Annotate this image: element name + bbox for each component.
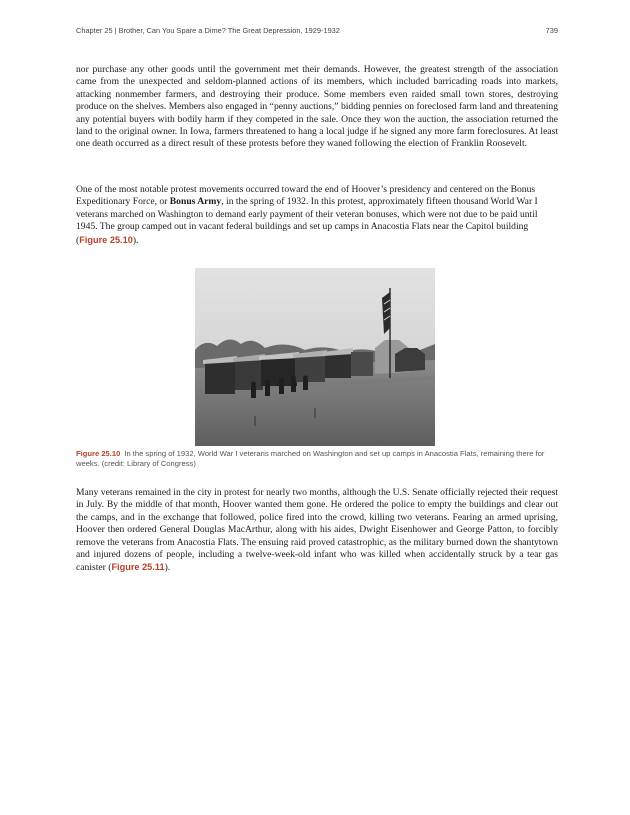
- camp-photo-illustration: [195, 268, 435, 446]
- paragraph-text: ).: [132, 234, 139, 246]
- figure-caption: [76, 449, 558, 469]
- figure-25-10-link[interactable]: Figure 25.10: [79, 234, 133, 245]
- paragraph-raid: [76, 487, 558, 575]
- running-header: [76, 26, 558, 35]
- caption-text: In the spring of 1932, World War I veterans marched on Washington and set up camps in Anacostia Flats, remaining there for weeks. (credit: Library of Congress): [76, 449, 545, 468]
- paragraph-text: , in the spring of 1932. In this protest, approximately fifteen thousand World War I veterans marched on Washington to demand early payment of their veteran bonuses, which were not due to be paid until 1945. The group camped out in vacant federal buildings and set up camps in Anacostia Flats near the Capitol building (: [76, 196, 538, 246]
- figure-25-11-link[interactable]: Figure 25.11: [111, 562, 165, 573]
- paragraph-bonus-army: [76, 184, 558, 247]
- figure-photo-bonus-army-camp: [195, 268, 435, 446]
- page-number: 739: [545, 26, 558, 35]
- key-term-bonus-army: Bonus Army: [169, 196, 222, 208]
- paragraph-penny-auctions: nor purchase any other goods until the government met their demands. However, the greatest strength of the association came from the unexpected and seldom-planned actions of its members, which included barricading roads into markets, attacking nonmember farmers, and destroying their produce. Some members even raided small town stores, destroying produce on the shelves. Members also engaged in “penny auctions,” bidding pennies on foreclosed farm land and threatening any potential buyers with bodily harm if they competed in the sale. Once they won the auction, the association returned the land to the original owner. In Iowa, farmers threatened to hang a local judge if he signed any more farm foreclosures. At least one death occurred as a direct result of these protests before they waned following the election of Franklin Roosevelt.: [76, 64, 558, 150]
- paragraph-text: ).: [164, 562, 171, 574]
- chapter-title: Chapter 25 | Brother, Can You Spare a Dime? The Great Depression, 1929-1932: [76, 26, 340, 35]
- paragraph-text: One of the most notable protest movements occurred toward the end of Hoover’s presidency and centered on the Bonus Expeditionary Force, or: [76, 184, 536, 208]
- paragraph-text: Many veterans remained in the city in protest for nearly two months, although the U.S. Senate officially rejected their request in July. By the middle of that month, Hoover wanted them gone. He ordered the police to empty the buildings and clear out the camps, and in the exchange that followed, police fired into the crowd, killing two veterans. Fearing an armed uprising, Hoover then ordered General Douglas MacArthur, along with his aides, Dwight Eisenhower and George Patton, to forcibly remove the veterans from Anacostia Flats. The ensuing raid proved catastrophic, as the military burned down the shantytown and injured dozens of people, including a twelve-week-old infant who was killed when accidentally struck by a tear gas canister (: [76, 487, 558, 574]
- figure-label: Figure 25.10: [76, 449, 121, 458]
